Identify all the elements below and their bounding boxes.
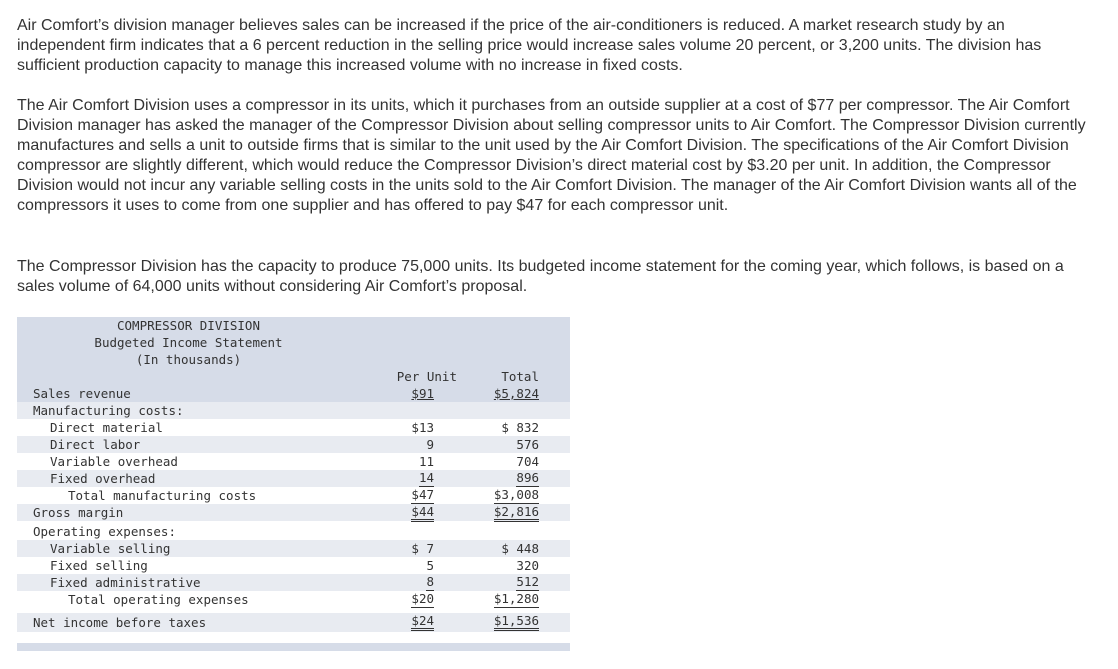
intro-paragraph: Air Comfort’s division manager believes sales can be increased if the price of the air-conditioners is reduced. A market research study by an independent firm indicates that a 6 percent reduction in the selling price would increase sales volume 20 percent, or 3,200 units. The division has sufficient production capacity to manage this increased volume with no increase in fixed costs. — [17, 17, 1042, 74]
per-unit-value: $44 — [411, 504, 434, 522]
row-label: Direct material — [50, 420, 163, 435]
row-label: Direct labor — [50, 437, 141, 452]
table-row — [17, 385, 570, 402]
per-unit-value: $13 — [411, 420, 434, 435]
table-row — [17, 591, 570, 608]
row-label: Manufacturing costs: — [33, 403, 184, 418]
row-label: Net income before taxes — [33, 615, 207, 630]
statement-title: COMPRESSOR DIVISION — [117, 318, 260, 333]
row-label: Fixed administrative — [50, 575, 201, 590]
table-row — [17, 504, 570, 521]
total-value: 320 — [516, 558, 539, 573]
per-unit-value: $ 7 — [411, 541, 434, 556]
total-value: 896 — [516, 470, 539, 485]
row-label: Fixed overhead — [50, 471, 156, 486]
row-label: Total manufacturing costs — [68, 488, 257, 503]
capacity-paragraph: The Compressor Division has the capacity to produce 75,000 units. Its budgeted income statement for the coming year, which follows, is based on a sales volume of 64,000 units without considering Air Comfort’s proposal. — [17, 258, 1064, 295]
table-row — [17, 419, 570, 436]
row-label: Variable overhead — [50, 454, 178, 469]
table-row — [17, 402, 570, 419]
compressor-paragraph: The Air Comfort Division uses a compressor in its units, which it purchases from an outside supplier at a cost of $77 per compressor. The Air Comfort Division manager has asked the manager of the Compressor Division about selling compressor units to Air Comfort. The Compressor Division currently manufactures and sells a unit to outside firms that is similar to the unit used by the Air Comfort Division. The specifications of the Air Comfort Division compressor are slightly different, which would reduce the Compressor Division’s direct material cost by $3.20 per unit. In addition, the Compressor Division would not incur any variable selling costs in the units sold to the Air Comfort Division. The manager of the Air Comfort Division wants all of the compressors it uses to come from one supplier and has offered to pay $47 for each compressor unit. — [17, 97, 1086, 214]
row-label: Gross margin — [33, 505, 124, 520]
row-label: Variable selling — [50, 541, 171, 556]
per-unit-value: 11 — [418, 454, 434, 469]
total-value: $5,824 — [493, 386, 539, 401]
total-value: $ 832 — [501, 420, 539, 435]
statement-footer-band — [17, 643, 570, 651]
table-row — [17, 557, 570, 574]
statement-unit-note: (In thousands) — [135, 352, 242, 367]
total-value: $3,008 — [493, 487, 539, 502]
total-value: $ 448 — [501, 541, 539, 556]
table-row — [17, 470, 570, 487]
table-row — [17, 487, 570, 504]
statement-subtitle: Budgeted Income Statement — [94, 335, 283, 350]
per-unit-value: $91 — [411, 386, 434, 401]
per-unit-value: $47 — [411, 487, 434, 502]
total-value: 576 — [516, 437, 539, 452]
row-label: Total operating expenses — [68, 592, 249, 607]
row-label: Sales revenue — [33, 386, 131, 401]
total-value: 512 — [516, 574, 539, 589]
row-label: Fixed selling — [50, 558, 148, 573]
total-value: $2,816 — [494, 504, 539, 522]
income-statement-table — [17, 317, 570, 643]
table-row — [17, 453, 570, 470]
table-row — [17, 523, 570, 540]
per-unit-value: $20 — [411, 591, 434, 606]
per-unit-value: $24 — [411, 613, 434, 631]
per-unit-value: 9 — [426, 437, 434, 452]
per-unit-value: 8 — [426, 574, 434, 589]
table-row — [17, 436, 570, 453]
total-value: $1,536 — [494, 613, 539, 631]
per-unit-value: 14 — [418, 470, 434, 485]
table-row — [17, 574, 570, 591]
total-value: $1,280 — [493, 591, 539, 606]
table-row — [17, 540, 570, 557]
total-value: 704 — [516, 454, 539, 469]
per-unit-value: 5 — [426, 558, 434, 573]
total-column-header: Total — [501, 369, 539, 384]
row-label: Operating expenses: — [33, 524, 176, 539]
table-row — [17, 613, 570, 632]
per-unit-column-header: Per Unit — [396, 369, 457, 384]
